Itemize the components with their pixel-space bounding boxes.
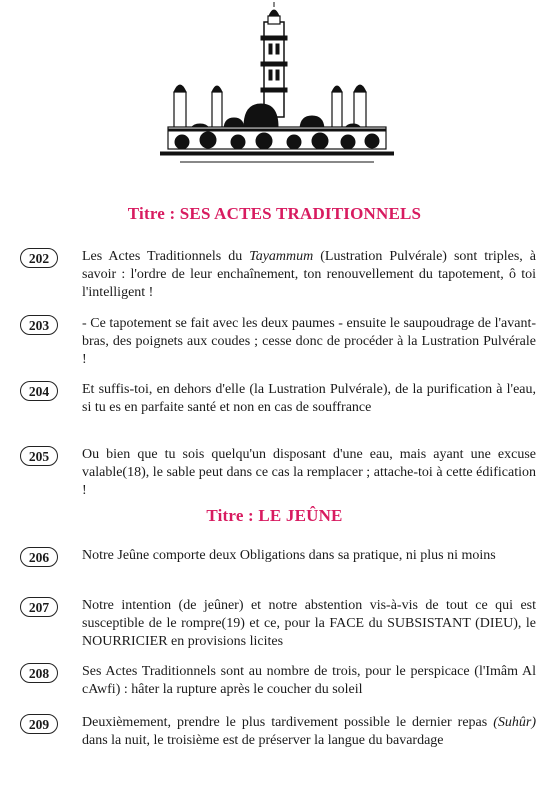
verse-text: - Ce tapotement se fait avec les deux paumes - ensuite le saupoudrage de l'avant-bras, des poignets aux coudes ; cesse donc de procéder à la Lustration Pulvérale ! bbox=[82, 316, 536, 367]
verse-text: Ou bien que tu sois quelqu'un disposant d'une eau, mais ayant une excuse valable(18), le sable peut dans ce cas la remplacer ; attache-toi à cette édification ! bbox=[82, 447, 536, 498]
verse-number: 208 bbox=[20, 663, 58, 683]
verse-text: Les Actes Traditionnels du Tayammum (Lustration Pulvérale) sont triples, à savoir : l'ordre de leur enchaînement, ton renouvellement du tapotement, ô toi l'intelligent ! bbox=[82, 249, 536, 300]
verse-203 bbox=[20, 315, 536, 375]
verse-text: Et suffis-toi, en dehors d'elle (la Lustration Pulvérale), de la purification à l'eau, si tu es en parfaite santé et non en cas de souffrance bbox=[82, 382, 536, 415]
verse-208 bbox=[20, 663, 536, 705]
verse-205 bbox=[20, 446, 536, 506]
verse-209 bbox=[20, 714, 536, 774]
verse-text: Notre intention (de jeûner) et notre abstention vis-à-vis de tout ce qui est susceptible de le rompre(19) et ce, pour la FACE du SUBSISTANT (DIEU), le NOURRICIER en provisions licites bbox=[82, 598, 536, 649]
verse-number: 207 bbox=[20, 597, 58, 617]
verse-202 bbox=[20, 248, 536, 308]
mosque-illustration bbox=[160, 2, 394, 168]
verse-text: Ses Actes Traditionnels sont au nombre de trois, pour le perspicace (l'Imâm Al cAwfi) : hâter la rupture après le coucher du soleil bbox=[82, 664, 536, 697]
verse-206 bbox=[20, 547, 536, 587]
verse-text: Notre Jeûne comporte deux Obligations dans sa pratique, ni plus ni moins bbox=[82, 548, 496, 563]
verse-number: 203 bbox=[20, 315, 58, 335]
section-title-traditional-acts: Titre : SES ACTES TRADITIONNELS bbox=[127, 204, 422, 223]
verse-number: 206 bbox=[20, 547, 58, 567]
verse-204 bbox=[20, 381, 536, 423]
verse-number: 204 bbox=[20, 381, 58, 401]
section-title-fasting: Titre : LE JEÛNE bbox=[206, 506, 343, 525]
verse-207 bbox=[20, 597, 536, 657]
verse-number: 209 bbox=[20, 714, 58, 734]
verse-number: 205 bbox=[20, 446, 58, 466]
verse-number: 202 bbox=[20, 248, 58, 268]
verse-text: Deuxièmement, prendre le plus tardivement possible le dernier repas (Suhûr) dans la nuit, le troisième est de préserver la langue du bavardage bbox=[82, 715, 536, 748]
